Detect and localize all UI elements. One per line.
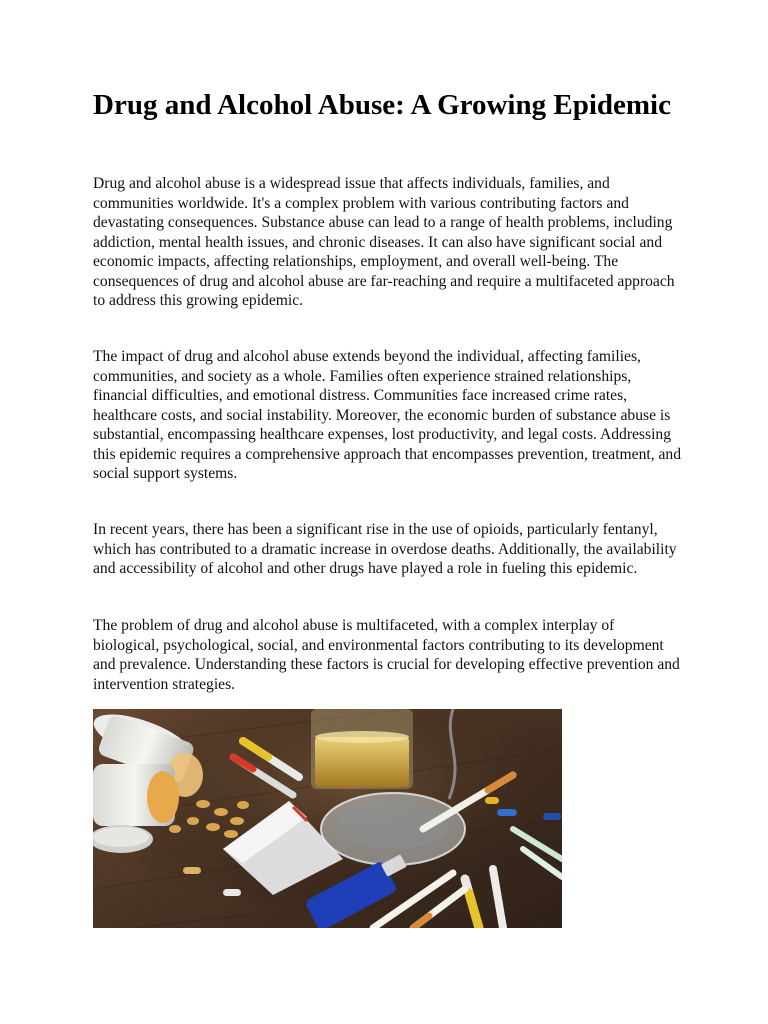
ashtray [321,793,465,865]
document-title: Drug and Alcohol Abuse: A Growing Epidemic [93,89,671,121]
liquor-glass [311,709,413,789]
paragraph-2: The impact of drug and alcohol abuse extends beyond the individual, affecting families, communities, and society as a whole. Families often experience strained relationships, financial difficulties, and emotional distress. Communities face increased crime rates, healthcare costs, and social instability. Moreover, the economic burden of substance abuse is substantial, encompassing healthcare expenses, lost productivity, and legal costs. Addressing this epidemic requires a comprehensive approach that encompasses prevention, treatment, and social support systems. [93,348,682,482]
paragraph-4: The problem of drug and alcohol abuse is multifaceted, with a complex interplay of biological, psychological, social, and environmental factors contributing to its development and prevalence. Understanding these factors is crucial for developing effective prevention and intervention strategies. [93,617,680,693]
paragraph-1: Drug and alcohol abuse is a widespread issue that affects individuals, families, and communities worldwide. It's a complex problem with various contributing factors and devastating consequences. Substance abuse can lead to a range of health problems, including addiction, mental health issues, and chronic diseases. It can also have significant social and economic impacts, affecting relationships, employment, and overall well-being. The consequences of drug and alcohol abuse are far-reaching and require a multifaceted approach to address this growing epidemic. [93,175,675,309]
paragraph-3: In recent years, there has been a significant rise in the use of opioids, particularly fentanyl, which has contributed to a dramatic increase in overdose deaths. Additionally, the availability and accessibility of alcohol and other drugs have played a role in fueling this epidemic. [93,521,677,577]
substances-photo [93,709,562,928]
